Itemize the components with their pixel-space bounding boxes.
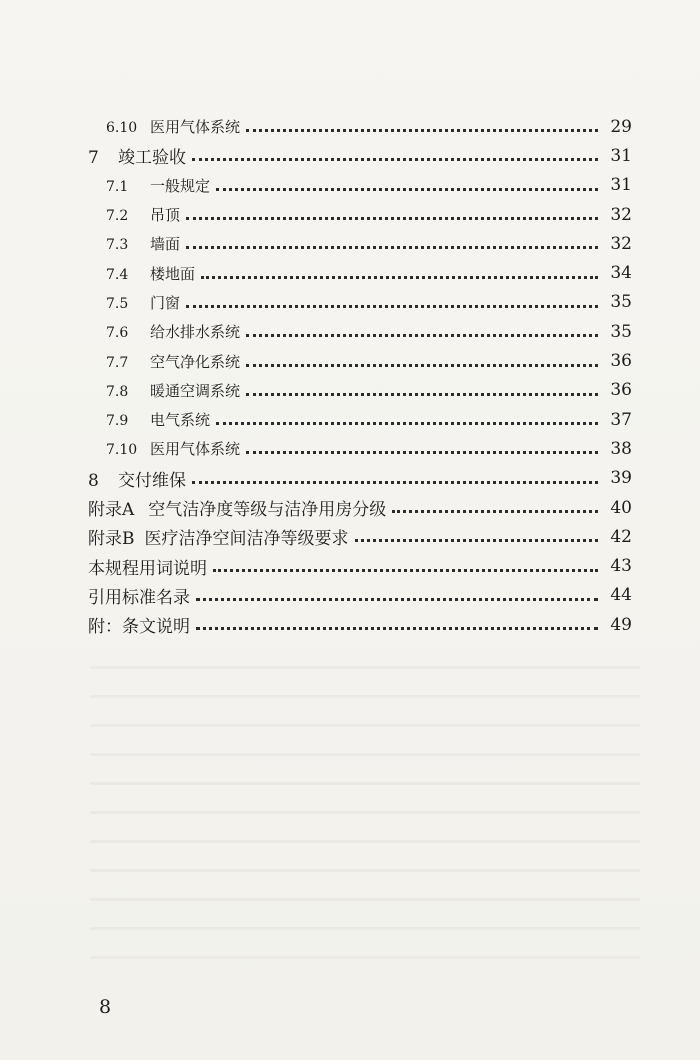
toc-entry-number: 7.4 <box>106 266 129 283</box>
toc-entry-number: 7.6 <box>106 325 129 342</box>
toc-entry-title: 暖通空调系统 <box>150 381 241 400</box>
toc-entry[interactable] <box>0 171 700 200</box>
toc-entry-page: 37 <box>610 409 632 430</box>
leader-dots <box>196 598 598 601</box>
leader-dots <box>246 364 598 367</box>
leader-dots <box>216 422 598 425</box>
toc-entry[interactable] <box>0 551 700 580</box>
leader-dots <box>186 217 598 220</box>
toc-entry-title: 引用标准名录 <box>88 587 190 608</box>
toc-entry-number: 7 <box>88 148 99 169</box>
toc-entry-number: 附录B <box>88 529 135 550</box>
page-number: 8 <box>99 996 112 1018</box>
toc-entry-title: 墙面 <box>150 235 181 254</box>
toc-entry-title: 门窗 <box>150 293 181 312</box>
toc-entry-page: 38 <box>610 438 632 459</box>
toc-entry-title: 电气系统 <box>150 411 211 430</box>
toc-entry[interactable] <box>0 434 700 463</box>
toc-entry-page: 35 <box>610 321 632 342</box>
toc-entry[interactable] <box>0 610 700 639</box>
toc-entry-title: 楼地面 <box>150 264 196 283</box>
toc-entry-title: 一般规定 <box>150 176 211 195</box>
toc-entry-page: 34 <box>610 263 632 284</box>
toc-entry-number: 7.1 <box>106 178 129 195</box>
leader-dots <box>192 158 598 161</box>
toc-entry-title: 空气净化系统 <box>150 352 241 371</box>
toc-entry-title: 给水排水系统 <box>150 323 241 342</box>
toc-entry-number: 6.10 <box>106 120 138 137</box>
toc-entry-title: 本规程用词说明 <box>88 558 207 579</box>
toc-entry-title: 交付维保 <box>118 470 186 491</box>
toc-entry-page: 36 <box>610 351 632 372</box>
toc-entry-number: 7.9 <box>106 413 129 430</box>
toc-entry-number: 8 <box>88 470 99 491</box>
toc-entry-page: 31 <box>610 145 632 166</box>
leader-dots <box>392 510 598 513</box>
toc-entry-number: 7.7 <box>106 354 129 371</box>
leader-dots <box>246 334 598 337</box>
toc-entry-title: 竣工验收 <box>118 148 186 169</box>
toc-entry[interactable] <box>0 258 700 287</box>
toc-entry-title: 医疗洁净空间洁净等级要求 <box>144 529 349 550</box>
toc-entry[interactable] <box>0 493 700 522</box>
toc-entry-page: 40 <box>610 497 632 518</box>
toc-entry[interactable] <box>0 317 700 346</box>
toc-entry-page: 49 <box>610 614 632 635</box>
bleed-through-texture <box>90 640 640 970</box>
leader-dots <box>196 627 598 630</box>
toc-entry-number: 附录A <box>88 500 135 520</box>
leader-dots <box>246 393 598 396</box>
toc-entry-page: 39 <box>610 468 632 489</box>
toc-entry[interactable] <box>0 464 700 493</box>
leader-dots <box>186 246 598 249</box>
toc-entry-number: 7.2 <box>106 208 129 225</box>
leader-dots <box>186 305 598 308</box>
leader-dots <box>355 539 599 542</box>
toc-entry-page: 29 <box>610 116 632 137</box>
toc-entry-number: 7.8 <box>106 383 129 400</box>
leader-dots <box>246 129 598 132</box>
leader-dots <box>201 276 598 279</box>
toc-entry-page: 36 <box>610 380 632 401</box>
toc-entry[interactable] <box>0 581 700 610</box>
toc-entry[interactable] <box>0 229 700 258</box>
toc-entry[interactable] <box>0 346 700 375</box>
toc-entry[interactable] <box>0 405 700 434</box>
toc-entry-page: 42 <box>610 526 632 547</box>
toc-entry-title: 空气洁净度等级与洁净用房分级 <box>148 500 387 520</box>
toc-entry-page: 32 <box>610 233 632 254</box>
toc-entry-page: 35 <box>610 292 632 313</box>
toc-entry-page: 43 <box>610 556 632 577</box>
toc-entry-number: 7.5 <box>106 295 129 312</box>
toc-entry-number: 7.3 <box>106 237 129 254</box>
toc-entry-number: 7.10 <box>106 442 138 459</box>
toc-entry[interactable] <box>0 112 700 141</box>
toc-entry-page: 44 <box>610 585 632 606</box>
toc-entry-title: 吊顶 <box>150 206 181 225</box>
toc-entry-page: 32 <box>610 204 632 225</box>
leader-dots <box>246 451 598 454</box>
leader-dots <box>216 188 598 191</box>
toc-entry[interactable] <box>0 141 700 170</box>
toc-entry[interactable] <box>0 288 700 317</box>
toc-entry-title: 附：条文说明 <box>88 617 190 638</box>
toc-entry[interactable] <box>0 376 700 405</box>
toc-entry-title: 医用气体系统 <box>150 440 241 459</box>
leader-dots <box>192 481 598 484</box>
leader-dots <box>213 569 598 572</box>
toc-entry[interactable] <box>0 200 700 229</box>
table-of-contents <box>0 112 700 639</box>
toc-entry[interactable] <box>0 522 700 551</box>
toc-entry-page: 31 <box>610 175 632 196</box>
toc-entry-title: 医用气体系统 <box>150 118 241 137</box>
